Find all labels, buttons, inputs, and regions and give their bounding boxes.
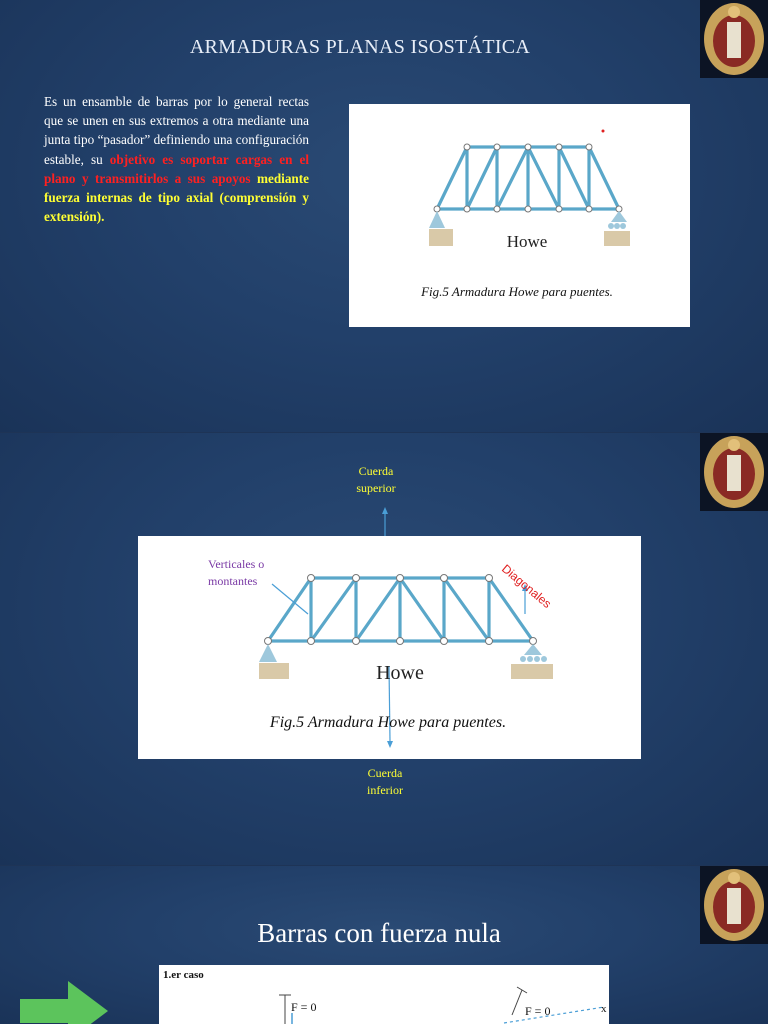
cuerda-inferior-label (355, 765, 415, 799)
figure-caption: Fig.5 Armadura Howe para puentes. (269, 714, 507, 731)
university-seal-icon (700, 433, 768, 511)
howe-truss-figure (349, 104, 690, 327)
howe-truss-annotated-diagram (138, 536, 641, 759)
f0-right: F = 0 (525, 1004, 551, 1018)
verticales-label-line1: Verticales o (208, 557, 265, 571)
howe-truss-diagram (349, 104, 690, 327)
howe-truss-annotated-figure (138, 536, 641, 759)
cuerda-superior-line2: superior (356, 481, 396, 495)
university-seal-icon (700, 866, 768, 944)
truss-label: Howe (376, 662, 424, 684)
slide-title: Barras con fuerza nula (257, 918, 501, 948)
zero-force-diagram (159, 965, 609, 1024)
verticales-label-line2: montantes (208, 574, 258, 588)
paragraph-highlight-red: objetivo es soportar cargas en el plano y transmitirlos a sus apoyos (44, 151, 309, 186)
truss-label: Howe (506, 232, 548, 251)
cuerda-inferior-line2: inferior (367, 783, 403, 797)
paragraph-text: Es un ensamble de barras por lo general rectas que se unen en sus extremos a otra mediante una junta tipo “pasador” definiendo una configuración estable, su (44, 94, 309, 167)
cuerda-superior-line1: Cuerda (358, 464, 394, 478)
figure-caption: Fig.5 Armadura Howe para puentes. (421, 284, 613, 299)
cuerda-inferior-line1: Cuerda (367, 766, 403, 780)
slide-3 (0, 866, 768, 1024)
diagonales-label: Diagonales (499, 561, 555, 611)
zero-force-figure (159, 965, 609, 1024)
paragraph-highlight-yellow: mediante fuerza internas de tipo axial (comprensión y extensión). (44, 170, 310, 225)
slide-title: ARMADURAS PLANAS ISOSTÁTICA (189, 36, 531, 58)
cuerda-superior-label (346, 463, 406, 497)
f0-left: F = 0 (291, 1000, 317, 1014)
green-arrow-icon (20, 981, 108, 1024)
slide-2 (0, 433, 768, 865)
axis-x-label: x (601, 1003, 607, 1015)
university-seal-icon (700, 0, 768, 78)
definition-paragraph (44, 92, 309, 226)
slide-1 (0, 0, 768, 432)
case-label: 1.er caso (163, 969, 204, 981)
